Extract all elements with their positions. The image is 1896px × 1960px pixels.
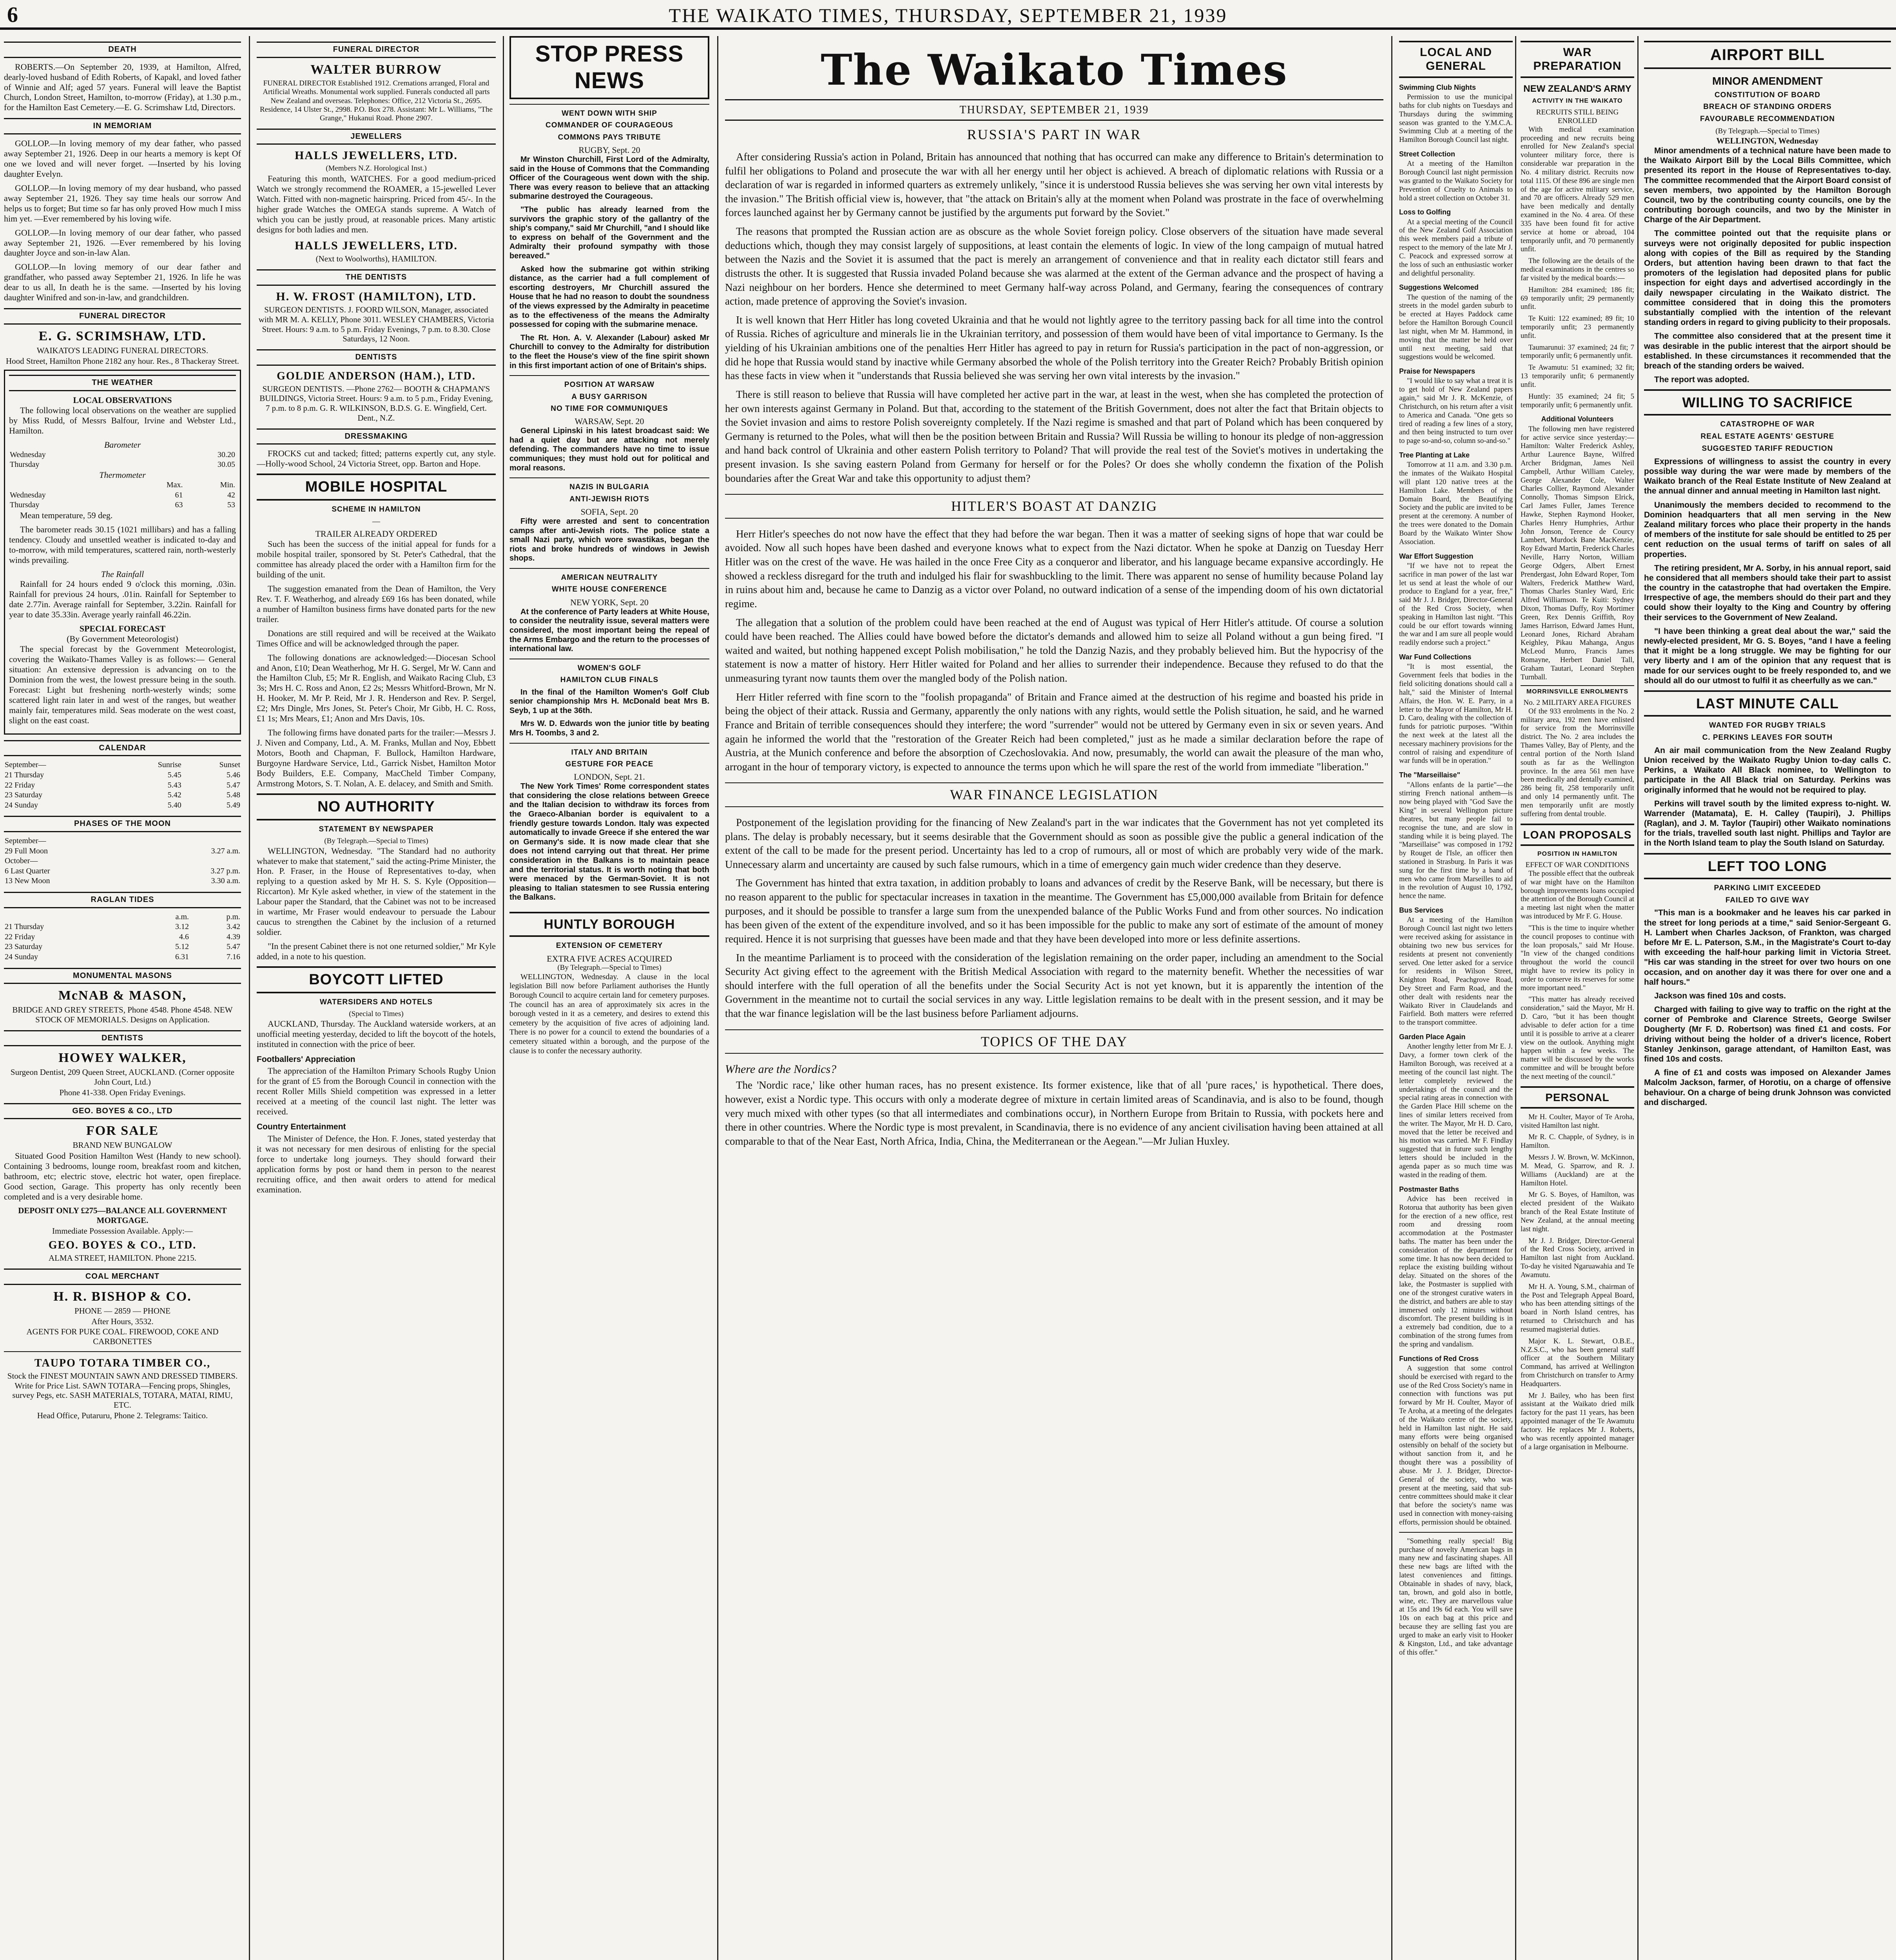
volunteers-heading: Additional Volunteers [1541, 415, 1614, 423]
editorial-paragraph: It is well known that Herr Hitler has long coveted Ukrainia and that he would not lightly agree to the territory passing back for all time into the control of Russia. Riches of agriculture and minerals lie in the Ukrainian territory, and possession of them would have been of vital importance to Germany. Is the yielding of his Ukrainian ambitions one of the penalties Herr Hitler has agreed to pay in return for Russia's participation in the pact of non-aggression, or did he hope that Russia would stand by inactive while Germany absorbed the whole of the Polish territory into the Greater Reich? Probably British opinion has these facts in view when it "understands that Russia believed she was serving her own vital interests by the invasion." [725, 314, 1383, 382]
article-paragraph: The following men have registered for active service since yesterday:— Hamilton: Walter Frederick Ashley, Arthur Laurence Bayne, Wilfred Archer Bridgman, James Neil Campbell, Arthur William Cateley, George Alexander Cole, Walter Charles Collier, Raymond Alexander Connolly, Thomas Simpson Elrick, Carl James Fuller, James Terence Hawke, Stephen Raymond Hooker, Charles Henry Humphries, Arthur John Jonson, Terence de Courcy Lambert, Murdock Bane MacKenzie, Roy Edward Martin, Frederick Charles Neville, Harry Norton, William George Odgers, Albert Ernest Prendergast, John Edward Roper, Tom Walters, Frederick Matthew Ward, Thomas Charles Stanley Ward, Eric Alfred Williamson. Te Kuiti: Sydney Dixon, Thomas Duffy, Roy Mortimer Green, Rex Dennis Griffith, Roy James Harrison, Edward James Hunt, Leonard Jones, Richard Abraham Keighley, Pikau Mahanga, Angus McLeod Munro, Francis James Romayne, Herbert Daniel Tall, Graham Tautari, Leonard Stephen Turnball. [1521, 425, 1634, 681]
article-paragraph: Perkins will travel south by the limited express to-night. W. Warrender (Matamata), E. H. Calley (Taupiri), J. Phillips (Raglan), and J. M. Taylor (Taupiri) other Waikato nominations for the trials, travelled south last night. Phillips and Taylor are in the North Island team to play the South Island on Saturday. [1644, 799, 1891, 848]
local-item-heading: Suggestions Welcomed [1399, 283, 1479, 292]
bishop-hours: After Hours, 3532. [91, 1316, 154, 1326]
willing-sub: CATASTROPHE OF WAR [1720, 420, 1815, 429]
stop-press-dateline: LONDON, Sept. 21. [574, 772, 645, 782]
local-item-text: Another lengthy letter from Mr E. J. Davy, a former town clerk of the Hamilton Borough, was received at a meeting of the council last night. The letter completely reviewed the undertakings of the council and the special rating areas in connection with the Garden Place Hill scheme on the lines of similar letters received from the writer. The Mayor, Mr H. D. Caro, moved that the letter be received and his motion was carried. Mr F. Findlay suggested that in future such lengthy letters should be included in the agenda paper as so much time was wasted in the reading of them. [1399, 1043, 1513, 1179]
airport-bill-sub: MINOR AMENDMENT [1712, 75, 1823, 87]
article-paragraph: A fine of £1 and costs was imposed on Alexander James Malcolm Jackson, farmer, of Horotiu, on a charge of offensive behaviour. On a charge of being drunk Johnson was convicted and discharged. [1644, 1068, 1891, 1107]
editorial-paragraph: The Government has hinted that extra taxation, in addition probably to loans and advances of credit by the Reserve Bank, will be necessary, but there is no reason apparent to the public for spectacular increases in taxation in the meantime. The Government has £5,000,000 available from Britain for defence purposes, and it should be possible to transfer a large sum from the unexpended balance of the Public Works Fund and from other sources. No indication has been given of the extent of the expenditure involved, and so it has been impossible for the public to make any sort of estimate of the amount of money required. Hence it is not surprising that guesses have been made and that they have been developed into more or less definite assertions. [725, 877, 1383, 945]
frost-name: H. W. FROST (HAMILTON), LTD. [276, 290, 477, 303]
jewellers-heading: JEWELLERS [257, 129, 496, 145]
left-too-long-sub: PARKING LIMIT EXCEEDED [1714, 884, 1821, 892]
article-paragraph: The following firms have donated parts for the trailer:—Messrs J. J. Niven and Company, Ltd., A. M. Franks, Mullan and Noy, Ebbett Motors, Booth and Chapman, F. Bullock, Hamilton Hardware, Burgoyne Hardware Service, Ltd., Garrick Nisbet, Hamilton Motor Body Builders, E.E. Company, MacCheld Timber Company, Armstrong Motors, S. T. Nolan, A. E. delacey, and Smith and Smith. [257, 728, 496, 788]
funeral-heading-2: FUNERAL DIRECTOR [257, 42, 496, 58]
war-preparation-sub3: RECRUITS STILL BEING ENROLLED [1536, 108, 1619, 125]
masons-name: McNAB & MASON, [58, 988, 187, 1003]
editorial-paragraph: Herr Hitler's speeches do not now have the effect that they had before the war began. Then it was a matter of seeking signs of hope that war could be avoided. Now all such hopes have been dashed and everyone knows what to expect from the Nazi dictator. When he spoke at Danzig on Tuesday Herr Hitler was on the crest of the wave. He was hailed in the once Free City as a conqueror and liberator, and his language became expansive accordingly. He showed a reckless disregard for the truth and indulged his flair for swashbuckling to the limit. There was apparent no sense of humility because Poland lay in ruins about him and, because he came to Danzig as a victor over Poland, no outward indication of a sense of the impending doom of his own dictatorial regime. [725, 528, 1383, 610]
left-too-long-sub2: FAILED TO GIVE WAY [1725, 896, 1810, 904]
editorial-paragraph: After considering Russia's action in Poland, Britain has announced that nothing that has occurred can make any difference to Britain's determination to fulfil her obligations to Poland and prosecute the war with all her energy until her object is achieved. A breach of diplomatic relations with Russia or a declaration of war is regarded in informed quarters as extremely unlikely, "since it is understood Russia believes she was serving her own vital interests by the invasion." The British official view is, however, that "the attack on Britain's ally at the moment when Poland was prostrate in the face of overwhelming forces launched against her by Germany cannot be justified by the arguments put forward by the Soviet." [725, 151, 1383, 219]
bishop-name: H. R. BISHOP & CO. [53, 1289, 192, 1304]
stop-press-paragraph: Asked how the submarine got within striking distance, as the carrier had a full complement of escorting destroyers, Mr Churchill assured the House that he had no reason to doubt the soundness of the views expressed by the Admiralty in peacetime as to the effectiveness of the means the Admiralty possessed for coping with the submarine menace. [509, 265, 709, 329]
no-authority-sub: STATEMENT BY NEWSPAPER [319, 825, 434, 833]
barometer-table [9, 450, 236, 470]
article-paragraph: With medical examination proceeding and new recruits being enrolled for New Zealand's special volunteer military force, there is considerable war preparation in the No. 4 military district. Recruits now total 1115. Of these 896 are single men of the age for active military service, and 70 are officers. Already 529 men have been medically and dentally examined in the No. 4 area. Of these 335 have been found fit for active service at home or abroad, 104 temporarily unfit, and 70 permanently unfit. [1521, 125, 1634, 254]
local-item-text: At a meeting of the Hamilton Borough Council last night two letters were received asking for assistance in obtaining two new bus services for residents at present not conveniently served. One letter asked for a service for residents in Wilson Street, Knighton Road, Peachgrove Road, Dey Street and Farm Road, and the other dealt with residents near the Waikato River in Claudelands and Fairfield. Both matters were referred to the transport committee. [1399, 916, 1513, 1027]
boycott-sub: WATERSIDERS AND HOTELS [319, 998, 433, 1006]
column-stop-press [509, 36, 709, 1960]
article-paragraph: "This is the time to inquire whether the council proposes to continue with the loan proposals," said Mr House. "In view of the changed conditions throughout the world the council might have to review its policy in order to conserve its reserves for some more important need." [1521, 924, 1634, 992]
stop-press-paragraph: Fifty were arrested and sent to concentration camps after anti-Jewish riots. The police state a small Nazi party, which wore swastikas, began the riots and broke hundreds of windows in Jewish shops. [509, 517, 709, 563]
personal-headline: PERSONAL [1521, 1086, 1634, 1109]
local-item-text: Advice has been received in Rotorua that authority has been given for the erection of a new office, rest room and dressing room accommodation at the Postmaster baths. The matter has been under the consideration of the department for some time. It has now been decided to replace the existing building without delay. Situated on the shores of the lake, the Postmaster is supplied with one of the strongest curative waters in the district, and bathers are able to stay immersed only 12 minutes without discomfort. The present building is in a extremely bad condition, due to a combination of the strong fumes from the spring and vandalism. [1399, 1195, 1513, 1348]
article-paragraph: Huntly: 35 examined; 24 fit; 5 temporarily unfit; 6 permanently unfit. [1521, 392, 1634, 409]
table-row: Thursday 63 53 [10, 501, 235, 510]
local-item-heading: Street Collection [1399, 150, 1456, 158]
loan-proposals-headline: LOAN PROPOSALS [1521, 824, 1634, 846]
stop-press-subheading: ANTI-JEWISH RIOTS [569, 495, 649, 503]
article-paragraph: Te Kuiti: 122 examined; 89 fit; 10 temporarily unfit; 23 permanently unfit. [1521, 315, 1634, 340]
article-paragraph: The following are the details of the medical examinations in the centres so far visited by the medical boards:— [1521, 257, 1634, 282]
stop-press-heading: WENT DOWN WITH SHIP [562, 109, 657, 118]
table-row: Wednesday 30.20 [10, 450, 235, 459]
personal-item: Mr G. S. Boyes, of Hamilton, was elected president of the Waikato branch of the Real Estate Institute of New Zealand, at the annual meeting last night. [1521, 1191, 1634, 1233]
table-row: October— [5, 857, 38, 866]
divider [509, 743, 709, 744]
stop-press-heading: NAZIS IN BULGARIA [569, 483, 649, 492]
table-row: 21 Thursday 5.45 5.46 [5, 771, 240, 780]
memoriam-notice: GOLLOP.—In loving memory of our dear father and grandfather, who passed away September 21, 1926. In life he was dear to us all, In death he is the same. —Inserted by his loving daughter Winifred and son-in-law, and grandchildren. [4, 262, 241, 303]
stop-press-paragraph: Mrs W. D. Edwards won the junior title by beating Mrs H. Toombs, 3 and 2. [509, 719, 709, 737]
column-airport-bill [1644, 36, 1891, 1960]
moon-heading: PHASES OF THE MOON [4, 816, 241, 832]
airport-bill-place: WELLINGTON, Wednesday [1716, 136, 1819, 145]
local-item-heading: Postmaster Baths [1399, 1185, 1459, 1193]
article-paragraph: An air mail communication from the New Zealand Rugby Union received by the Waikato Rugby Union to-day calls C. Perkins, a Waikato All Black nominee, to Wellington to participate in the All Black trial on Saturday. Perkins was originally informed that he would not be required to play. [1644, 746, 1891, 795]
editorial-paragraph: In the meantime Parliament is to proceed with the consideration of the legislation remaining on the order paper, including an amendment to the Social Security Act giving effect to the agreement with the British Medical Association with regard to the maternity benefit. Whether the necessities of war should interfere with the full operation of all the benefits under the Social Security Act is not yet known, but it is apparently the intention of the Government in the meantime not to curtail the social services in any way. Little legislation remains to be dealt with in the present session, and it may be that the war finance legislation will be the last business before Parliament adjourns. [725, 951, 1383, 1019]
article-paragraph: Te Awamutu: 51 examined; 32 fit; 13 temporarily unfit; 6 permanently unfit. [1521, 364, 1634, 389]
table-row: Thursday 30.05 [10, 460, 235, 469]
morrinsville-sub: No. 2 MILITARY AREA FIGURES [1523, 699, 1631, 707]
funeral-heading: FUNERAL DIRECTOR [4, 308, 241, 325]
burrow-name: WALTER BURROW [310, 62, 442, 77]
nameplate: The Waikato Times [821, 45, 1288, 95]
huntly-sub: EXTENSION OF CEMETERY [556, 942, 663, 950]
willing-sub2: REAL ESTATE AGENTS' GESTURE [1700, 432, 1834, 441]
halls-location: (Next to Woolworths), HAMILTON. [315, 254, 437, 264]
personal-item: Mr J. Bailey, who has been first assistant at the Waikato dried milk factory for the past 11 years, has been appointed manager of the Te Awamutu factory. He replaces Mr J. Roberts, who was recently appointed manager of a large organisation in Melbourne. [1521, 1392, 1634, 1451]
rainfall-text: Rainfall for 24 hours ended 9 o'clock this morning, .03in. Rainfall for previous 24 hours, .01in. Rainfall for September to date 2.77in. Average rainfall for September, 3.22in. Rainfall for year to date 35.33in. Average yearly rainfall 46.22in. [9, 579, 236, 620]
article-paragraph: "This matter has already received consideration," said the Mayor, Mr H. D. Caro, "but it has been thought advisable to defer action for a time until it is possible to arrive at a clearer view on the outlook. Anything might happen within a few weeks. The matter will be discussed by the works committee and will be brought before the next meeting of the council." [1521, 996, 1634, 1081]
burrow-text: FUNERAL DIRECTOR Established 1912. Cremations arranged, Floral and Artificial Wreaths. Monumental work supplied. Funerals conducted all parts New Zealand and overseas. Telephones: Office, 212 Victoria St., 2695. Residence, 14 Ulster St., 2998. P.O. Box 278. Assistant: Mr L. Williams, "The Grange," Hukanui Road. Phone 2907. [259, 79, 493, 123]
airport-bill-headline: AIRPORT BILL [1644, 41, 1891, 69]
war-preparation-sub2: ACTIVITY IN THE WAIKATO [1532, 98, 1623, 105]
stop-press-paragraph: General Lipinski in his latest broadcast said: We had a quiet day but are attacking not merely defending. The commanders have no time to issue communiques; they must hold out for political and moral reasons. [509, 426, 709, 472]
divider [509, 477, 709, 478]
local-item-text: "Something really special! Big purchase of novelty American bags in many new and fascinating shapes. All these new bags are lifted with the latest conveniences and fittings. Obtainable in shades of navy, black, tan, brown, and gold also in bottle, wine, etc. They are marvellous value at 15s and 19s 6d each. You will save 10s on each bag at this price and because they are selling fast you are urged to make an early visit to Hooker & Kingston, Ltd., and take advantage of this offer." [1399, 1537, 1513, 1657]
divider [509, 104, 709, 105]
loan-proposals-sub: POSITION IN HAMILTON [1537, 850, 1618, 857]
editorial-paragraph: There is still reason to believe that Russia will have completed her active part in the war, at least in the west, when she has completed the protection of her own interests against Germany in Poland. But that, according to the statement of the British Government, does not alter the fact that Britain objects to the Soviet invasion and aims to restore Polish sovereignty completely. If the Nazi regime is smashed and that part of Poland which has been conquered by Germany is returned to the Poles, what will then be the position between Britain and Russia? Will Russia be willing to honour its pledge of non-aggression and hand back control of Ukrainia and other eastern Polish territory to Poland? That will provide the real test of the Soviet's motives in undertaking the present invasion. Is she saving eastern Poland from Germany for herself or for the Poles? Or does she wholly condemn the fixation of the Polish boundaries after the Great War and take this opportunity to adjust them? [725, 388, 1383, 484]
table-row: 23 Saturday 5.42 5.48 [5, 791, 240, 800]
huntly-headline: HUNTLY BOROUGH [509, 912, 709, 937]
howey-walker-name: HOWEY WALKER, [58, 1051, 187, 1065]
page-number: 6 [7, 3, 18, 27]
local-general-column [1399, 36, 1513, 1960]
stop-press-heading: POSITION AT WARSAW [564, 381, 655, 389]
local-item-heading: War Effort Suggestion [1399, 552, 1474, 560]
divider [509, 568, 709, 569]
local-general-items [1399, 83, 1513, 1657]
dentists-heading: DENTISTS [4, 1030, 241, 1047]
forecast-heading: SPECIAL FORECAST [79, 624, 166, 634]
article-paragraph: "In the present Cabinet there is not one returned soldier," Mr Kyle added, in a note to his question. [257, 941, 496, 962]
editorial-paragraph: The 'Nordic race,' like other human races, has no present existence. Its former existence, like that of all 'pure races,' is hypothetical. There does, however, exist a Nordic type. This occurs with only a moderate degree of mixture in certain limited areas of Scandinavia, and is also to be found, though very much mixed with other types (so that all intermediates and combinations occur), in Northern Europe from Britain to Russia, with pockets here and there in other countries. Where the Nordic type is most prevalent, in Scandinavia, there is no evidence of any ancient civilisation having been attained at all comparable to that of the Near East, North Africa, India, China, the Mediterranean or the Aegean."—Mr Julian Huxley. [725, 1079, 1383, 1147]
table-row: 24 Sunday 6.31 7.16 [5, 952, 240, 961]
stop-press-dateline: RUGBY, Sept. 20 [578, 145, 640, 155]
divider [1399, 1532, 1513, 1533]
article-paragraph: Unanimously the members decided to recommend to the Dominion headquarters that all men serving in the New Zealand military forces who place their property in the hands of members of the institute for sale should be entitled to 25 per cent reduction on the usual terms of tariff on sales of all properties. [1644, 500, 1891, 559]
thermometer-heading: Thermometer [99, 470, 146, 480]
halls-name: HALLS JEWELLERS, LTD. [294, 149, 458, 162]
no-authority-by: (By Telegraph.—Special to Times) [324, 837, 428, 846]
boycott-headline: BOYCOTT LIFTED [257, 966, 496, 993]
article-paragraph: Expressions of willingness to assist the country in every possible way during the war were made by members of the Waikato branch of the Real Estate Institute of New Zealand at the annual dinner and annual meeting in Hamilton last night. [1644, 457, 1891, 496]
article-paragraph: Minor amendments of a technical nature have been made to the Waikato Airport Bill by the Local Bills Committee, which presented its report in the House of Representatives to-day. The committee recommended that the Airport Board consist of seven members, two appointed by the Hamilton Borough Council, two by the contributing county councils, one by the contributing borough councils, and two by the Minister in Charge of the Air Department. [1644, 146, 1891, 225]
stop-press-subheading: A BUSY GARRISON [571, 392, 647, 401]
tides-table [4, 912, 241, 962]
frost-text: SURGEON DENTISTS. J. FOORD WILSON, Manager, associated with MR M. A. KELLY, Phone 3011. WESLEY CHAMBERS, Victoria Street. Hours: 9 a.m. to 5 p.m. Friday Evenings, 7 p.m. to 8.30. Close Saturdays, 12 Noon. [258, 305, 494, 344]
editorial-date: THURSDAY, SEPTEMBER 21, 1939 [725, 99, 1383, 121]
stop-press-item [509, 568, 709, 654]
table-row: Max. Min. [166, 480, 235, 489]
for-sale-title: FOR SALE [86, 1123, 159, 1138]
last-minute-call-sub: WANTED FOR RUGBY TRIALS [1709, 721, 1826, 730]
editorial-paragraph: Postponement of the legislation providing for the financing of New Zealand's part in the war indicates that the Government has not yet completed its plans. The delay is probably necessary, but it seems desirable that the Government should as soon as possible give the public a general indication of the extent of the call to be made for the present period. Uncertainty has led to a crop of rumours, all or most of which are probably very wide of the mark. Unnecessary alarm and uncertainty are caused by such false rumours, which in a time of emergency gain much wider credence than they deserve. [725, 816, 1383, 870]
table-row: 22 Friday 5.43 5.47 [5, 780, 240, 789]
weather-box [4, 370, 241, 734]
boyes-heading: GEO. BOYES & CO., LTD [4, 1103, 241, 1120]
huntly-sub2: EXTRA FIVE ACRES ACQUIRED [547, 953, 672, 964]
memoriam-heading: IN MEMORIAM [4, 118, 241, 134]
local-item-text: Tomorrow at 11 a.m. and 3.30 p.m. the inmates of the Waikato Hospital will plant 120 native trees at the Hamilton Lake. Members of the Domain Board, the Beautifying Society and the public are invited to be present at the ceremony. A number of the trees were donated to the Domain Board by the Waikato Winter Show Association. [1399, 461, 1513, 546]
local-item-text: Permission to use the municipal baths for club nights on Tuesdays and Thursdays during the swimming season was granted to the Y.M.C.A. Swimming Club at a meeting of the Hamilton Borough Council last night. [1399, 93, 1513, 144]
dressmaking-text: FROCKS cut and tacked; fitted; patterns expertly cut, any style.—Holly-wood School, 24 Victoria Street, opp. Barton and Hope. [257, 448, 496, 469]
weather-heading: THE WEATHER [9, 375, 236, 391]
table-row: 6 Last Quarter 3.27 p.m. [5, 866, 240, 875]
local-item-heading: Loss to Golfing [1399, 208, 1451, 216]
calendar-table [4, 760, 241, 810]
personal-item: Mr H. A. Young, S.M., chairman of the Post and Telegraph Appeal Board, who has been attending sittings of the board in North Island centres, has returned to Christchurch and has resumed magisterial duties. [1521, 1283, 1634, 1334]
war-preparation-column [1521, 36, 1634, 1960]
stop-press-subheading: GESTURE FOR PEACE [565, 760, 654, 768]
masons-address: BRIDGE AND GREY STREETS, Phone 4548. Phone 4548. NEW STOCK OF MEMORIALS. Designs on Application. [12, 1005, 233, 1024]
last-minute-call-sub2: C. PERKINS LEAVES FOR SOUTH [1702, 733, 1833, 742]
article-paragraph: WELLINGTON, Wednesday. A clause in the local legislation Bill now before Parliament authorises the Huntly Borough Council to acquire certain land for cemetery purposes. The council has an area of approximately six acres in the borough vested in it as a cemetery, and desires to extend this cemetery by the acquisition of five acres of adjoining land. There is no power for a council to extend the boundaries of a cemetery situated within a borough, and the purpose of the clause is to confer the necessary authority. [509, 972, 709, 1055]
local-item-heading: War Fund Collections [1399, 653, 1472, 661]
boyes-name: GEO. BOYES & CO., LTD. [48, 1239, 197, 1252]
scrimshaw-sub: WAIKATO'S LEADING FUNERAL DIRECTORS. [36, 345, 208, 355]
local-item-heading: Praise for Newspapers [1399, 367, 1475, 376]
stop-press-item [509, 477, 709, 563]
morrinsville-headline: MORRINSVILLE ENROLMENTS [1521, 685, 1634, 696]
column-editorial [725, 36, 1383, 1960]
stop-press-subheading: COMMONS PAYS TRIBUTE [558, 133, 661, 142]
personal-item: Major K. L. Stewart, O.B.E., N.Z.S.C., who has been general staff officer at the Southern Military Command, has arrived at Wellington from Christchurch on transfer to Army Headquarters. [1521, 1337, 1634, 1388]
stop-press-item [509, 375, 709, 473]
article-paragraph: "I have been thinking a great deal about the war," said the newly-elected president, Mr G. S. Boyes, "and I have a feeling that it might be a long struggle. We may be fighting for our very liberty and I am of the opinion that any request that is made for our services ought to be freely responded to, and we should all do our utmost to fulfil it as cheerfully as we can." [1644, 626, 1891, 685]
for-sale-deposit: DEPOSIT ONLY £275—BALANCE ALL GOVERNMENT MORTGAGE. [18, 1205, 227, 1225]
stop-press-heading: WOMEN'S GOLF [577, 664, 642, 672]
death-heading: DEATH [4, 42, 241, 58]
barometer-heading: Barometer [104, 439, 141, 450]
left-too-long-headline: LEFT TOO LONG [1644, 853, 1891, 879]
article-paragraph: The appreciation of the Hamilton Primary Schools Rugby Union for the grant of £5 from the Borough Council in connection with the recent Roller Mills Shield competition was expressed in a letter received at a meeting of the council last night. The letter was received. [257, 1066, 496, 1117]
column-rule [1637, 36, 1639, 1960]
weather-subheading: LOCAL OBSERVATIONS [73, 395, 172, 405]
last-minute-call-headline: LAST MINUTE CALL [1644, 690, 1891, 717]
mean-temperature: Mean temperature, 59 deg. [20, 510, 113, 520]
editorial-paragraph: The allegation that a solution of the problem could have been reached at the end of August was typical of Herr Hitler's attitude. Of course a solution could have been reached. The Allies could have bowed before the dictator's demands and allowed him to seize all Poland without a gun being fired. "I waited and waited, but nothing happened except Polish mobilisation," he told the Danzig Nazis, and they probably believed him. But the hypocrisy of the statement is now a matter of history. Herr Hitler waited for Poland and her allies to surrender their independence. Because they refused to do that the unmeasuring tyrant now taunts them over the mangled body of the Polish nation. [725, 616, 1383, 684]
halls-text: Featuring this month, WATCHES. For a good medium-priced Watch we strongly recommend the ROAMER, a 15-jewelled Lever Watch. Fitted with non-magnetic hairspring. Priced from 45/-. In the higher grade Watches the OMEGA stands supreme. A Watch of which you can be justly proud, at reasonable prices. Many artistic designs for both ladies and men. [257, 174, 496, 234]
masons-heading: MONUMENTAL MASONS [4, 968, 241, 984]
stop-press-dateline: SOFIA, Sept. 20 [580, 507, 638, 517]
huntly-by: (By Telegraph.—Special to Times) [557, 964, 662, 972]
stop-press-item [509, 104, 709, 370]
article-paragraph: "This man is a bookmaker and he leaves his car parked in the street for long periods at a time," said Senior-Sergeant G. H. Lambert when Charles Jackson, of Frankton, was charged before Mr E. L. Paterson, S.M., in the Magistrate's Court to-day with exceeding the half-hour parking limit in Victoria Street. "His car was standing in the street for over two hours on one occasion, and on another day it was there for over one and a half hours." [1644, 908, 1891, 987]
local-item-heading: The "Marseillaise" [1399, 771, 1461, 779]
table-row: 24 Sunday 5.40 5.49 [5, 800, 240, 809]
table-row: a.m. p.m. [175, 912, 240, 921]
article-paragraph: Charged with failing to give way to traffic on the right at the corner of Pembroke and Clarence Streets, George Swilser Dougherty (Mr F. D. Robertson) was fined £1 and costs. For driving without being the holder of a driver's licence, Robert Stanley Jenkinson, garage attendant, of Hamilton East, was fined 10s and costs. [1644, 1005, 1891, 1064]
local-item-text: "Allons enfants de la partie"—the stirring French national anthem—is now being played with "God Save the King" in several Wellington picture theatres, but many people fail to recognise the tune, and are slow in standing while it is being played. The "Marseillaise" was composed in 1792 by Rouget de l'Isle, an officer then stationed in Strasburg. In Paris it was sung for the first time by a band of men who came from Marseilles to aid in the revolution of August 10, 1792, hence the name. [1399, 781, 1513, 900]
war-preparation-sub: NEW ZEALAND'S ARMY [1523, 83, 1631, 94]
editorial-headline-danzig: HITLER'S BOAST AT DANZIG [725, 494, 1383, 518]
article-paragraph: WELLINGTON, Wednesday. "The Standard had no authority whatever to make that statement," said the acting-Prime Minister, the Hon. P. Fraser, in the House of Representatives to-day, when replying to a question asked by Mr H. S. S. Kyle (Opposition—Riccarton). Mr Kyle asked whether, in view of the statement in the Labour paper the Standard, that the Cabinet was not to be increased in wartime, Mr Fraser would endeavour to persuade the Labour caucus to strengthen the Cabinet by the inclusion of a returned soldier. [257, 846, 496, 937]
goldie-text: SURGEON DENTISTS. —Phone 2762— BOOTH & CHAPMAN'S BUILDINGS, Victoria Street. Hours: 9 a.m. to 5 p.m., Friday Evening, 7 p.m. to 8 p.m. G. R. WILKINSON, B.D.S. G. E. Wingfield, Cert. Dent., N.Z. [259, 384, 493, 423]
memoriam-notice: GOLLOP.—In loving memory of my dear father, who passed away September 21, 1926. Deep in our hearts a memory is kept Of one we loved and will never forget. —Inserted by his loving daughter Evelyn. [4, 138, 241, 179]
stop-press-paragraph: In the final of the Hamilton Women's Golf Club senior championship Mrs H. McDonald beat Mrs B. Seyb, 1 up at the 36th. [509, 688, 709, 715]
stop-press-heading: ITALY AND BRITAIN [571, 748, 648, 757]
weather-summary: The barometer reads 30.15 (1021 millibars) and has a falling tendency. Cloudy and unsettled weather is indicated to-day and to-morrow, with mild temperatures, scattered rain, north-westerly winds prevailing. [9, 524, 236, 565]
editorial-headline-topics: TOPICS OF THE DAY [725, 1029, 1383, 1054]
article-paragraph: Hamilton: 284 examined; 186 fit; 69 temporarily unfit; 29 permanently unfit. [1521, 286, 1634, 311]
airport-bill-sub3: BREACH OF STANDING ORDERS [1703, 103, 1832, 111]
scrimshaw-name: E. G. SCRIMSHAW, LTD. [38, 328, 207, 343]
table-row: September— Sunrise Sunset [5, 760, 240, 769]
war-preparation-headline: WAR PREPARATION [1521, 41, 1634, 78]
personal-item: Mr R. C. Chapple, of Sydney, is in Hamilton. [1521, 1133, 1634, 1150]
local-item-heading: Bus Services [1399, 906, 1444, 915]
scrimshaw-address: Hood Street, Hamilton Phone 2182 any hour. Res., 8 Thackeray Street. [5, 356, 239, 366]
editorial-paragraph: Herr Hitler referred with fine scorn to the "foolish propaganda" of Britain and France aimed at the destruction of his regime and boasted his pride in being the object of their attack. Russia and Germany, apparently the only nations with any rights, would settle the Polish situation, he said, and he warned France and Britain of terrible consequences should they interfere; the word "surrender" would not be uttered by Germany even in six or seven years. And again he informed the world that the "restoration of the Greater Reich had been completed," just as he made a similar declaration before the rape of Austria, at the Munich conference and before the absorption of Czechoslovakia. And now, presumably, the world can await the pleasure of the man who, arrogant in the hour of temporary victory, is expected to announce the terms upon which he will spare the rest of the world from immediate "liberation." [725, 691, 1383, 773]
bishop-agents: AGENTS FOR PUKE COAL. FIREWOOD, COKE AND CARBONETTES [26, 1327, 219, 1347]
stop-press-item [509, 659, 709, 738]
halls-sub: (Members N.Z. Horological Inst.) [326, 164, 427, 172]
personal-item: Messrs J. W. Brown, W. McKinnon, M. Mead, G. Sparrow, and R. J. Williams (Auckland) are at the Hamilton Hotel. [1521, 1154, 1634, 1187]
article-paragraph: AUCKLAND, Thursday. The Auckland waterside workers, at an unofficial meeting yesterday, decided to lift the boycott of the hotels, instituted in connection with the price of beer. [257, 1018, 496, 1049]
divider [4, 1351, 241, 1352]
topics-subhead: Where are the Nordics? [725, 1063, 837, 1076]
goldie-name: GOLDIE ANDERSON (HAM.), LTD. [277, 370, 476, 382]
boycott-by: (Special to Times) [349, 1010, 404, 1018]
article-paragraph: The possible effect that the outbreak of war might have on the Hamilton borough improvements loans occupied the attention of the Borough Council at a meeting last night when the matter was introduced by Mr F. G. House. [1521, 869, 1634, 921]
column-services: FUNERAL DIRECTOR WALTER BURROW FUNERAL DIRECTOR Established 1912. Cremations arranged, Floral and Artificial Wreaths. Monumental work supplied. Funerals conducted all parts New Zealand and overseas. Telephones: Office, 212 Victoria St., 2695. Residence, 14 Ulster St., 2998. P.O. Box 278. Assistant: Mr L. Williams, "The Grange," Hukanui Road. Phone 2907. JEWELLERS HALLS JEWELLERS, LTD. (Members N.Z. Horological Inst.) Featuring this month, WATCHES. For a good medium-priced Watch we strongly recommend the ROAMER, a 15-jewelled Lever Watch. Fitted with non-magnetic hairspring. Priced from 45/-. In the higher grade Watches the OMEGA stands supreme. A Watch of which you can be justly proud, at reasonable prices. Many artistic designs for both ladies and men. HALLS JEWELLERS, LTD. (Next to Woolworths), HAMILTON. THE DENTISTS H. W. FROST (HAMILTON), LTD. SURGEON DENTISTS. J. FOORD WILSON, Manager, associated with MR M. A. KELLY, Phone 3011. WESLEY CHAMBERS, Victoria Street. Hours: 9 a.m. to 5 p.m. Friday Evenings, 7 p.m. to 8.30. Close Saturdays, 12 Noon. DENTISTS GOLDIE ANDERSON (HAM.), LTD. SURGEON DENTISTS. —Phone 2762— BOOTH & CHAPMAN'S BUILDINGS, Victoria Street. Hours: 9 a.m. to 5 p.m., Friday Evening, 7 p.m. to 8 p.m. G. R. WILKINSON, B.D.S. G. E. Wingfield, Cert. Dent., N.Z. DRESSMAKING FROCKS cut and tacked; fitted; patterns expertly cut, any style.—Holly-wood School, 24 Victoria Street, opp. Barton and Hope. MOBILE HOSPITAL SCHEME IN HAMILTON — TRAILER ALREADY ORDERED Such has been the success of the initial appeal for funds for a mobile hospital trailer, sponsored by St. Peter's Cathedral, that the committee has already placed the order with a Hamilton firm for the building of the unit. The suggestion emanated from the Dean of Hamilton, the Very Rev. T. F. Weatherhog, and already £69 16s has been donated, while a number of Hamilton business firms have donated parts for the new trailer. Donations are still required and will be received at the Waikato Times Office and will be acknowledged through the paper. The following donations are acknowledged:—Diocesan School and Anon, £10; Dean Weatherhog, Mr H. G. Sergel, Mr W. Cann and the Hamilton Club, £5; Mr R. English, and Waikato Racing Club, £3 3s; Mrs H. C. Ross and Anon, £2 2s; Messrs Whitford-Brown, Mr N. H. Hooker, M. Mr P. Reid, Mr J. R. Henderson and Rev. P. Sergel, £2; Mrs Dingle, Mrs Jones, St. Peter's Choir, Mr Gibb, H. C. Ross, £1 1s; Mrs Mears, £1; Anon and Mrs Davis, 10s. The following firms have donated parts for the trailer:—Messrs J. J. Niven and Company, Ltd., A. M. Franks, Mullan and Noy, Ebbett Motors, Booth and Chapman, F. Bullock, Hamilton Hardware, Burgoyne Hardware Service, Ltd., Garrick Nisbet, Hamilton Motor Body Builders, E.E. Company, MacCheld Timber Company, Armstrong Motors, S. T. Nolan, A. E. delacey, and Smith and Smith. NO AUTHORITY STATEMENT BY NEWSPAPER (By Telegraph.—Special to Times) WELLINGTON, Wednesday. "The Standard had no authority whatever to make that statement," said the acting-Prime Minister, the Hon. P. Fraser, in the House of Representatives to-day, when replying to a question asked by Mr H. S. S. Kyle (Opposition—Riccarton). Mr Kyle asked whether, in view of the statement in the Labour paper the Standard, that the Cabinet was not to be increased in wartime, Mr Fraser would endeavour to persuade the Labour caucus to strengthen the Cabinet by the inclusion of a returned soldier. "In the present Cabinet there is not one returned soldier," Mr Kyle added, in a note to his question. BOYCOTT LIFTED WATERSIDERS AND HOTELS (Special to Times) AUCKLAND, Thursday. The Auckland waterside workers, at an unofficial meeting yesterday, decided to lift the boycott of the hotels, instituted in connection with the price of beer. Footballers' Appreciation The appreciation of the Hamilton Primary Schools Rugby Union for the grant of £5 from the Borough Council in connection with the recent Roller Mills Shield competition was expressed in a letter received at a meeting of the council last night. The letter was received. Country Entertainment The Minister of Defence, the Hon. F. Jones, stated yesterday that it was not necessary for men desirous of enlisting for the special force to undertake long journeys. They should forward their application forms by post or hand them in person to the nearest recruiting office, and then await orders to attend for medical examination. [257, 36, 496, 1960]
stop-press-paragraph: Mr Winston Churchill, First Lord of the Admiralty, said in the House of Commons that the Commanding Officer of the Courageous went down with the ship. There was every reason to believe that an attacking submarine destroyed the Courageous. [509, 155, 709, 201]
local-item-text: At a special meeting of the Council of the New Zealand Golf Association this week members paid a tribute of respect to the memory of the late Mr J. C. Peacock and expressed sorrow at the loss of such an enthusiastic worker and delightful personality. [1399, 218, 1513, 278]
personal-item: Mr H. Coulter, Mayor of Te Aroha, visited Hamilton last night. [1521, 1113, 1634, 1130]
table-row: September— [5, 836, 46, 845]
local-general-headline: LOCAL AND GENERAL [1399, 41, 1513, 78]
no-authority-headline: NO AUTHORITY [257, 793, 496, 820]
timber-name: TAUPO TOTARA TIMBER CO., [34, 1357, 211, 1369]
article-paragraph: The retiring president, Mr A. Sorby, in his annual report, said he considered that all members should take their part to assist the country in the catastrophe that had overtaken the Empire. Irrespective of age, the members should do their part and they could show their loyalty to the King and Country by offering their services to the Government of New Zealand. [1644, 563, 1891, 622]
halls-name-2: HALLS JEWELLERS, LTD. [294, 239, 458, 252]
country-heading: Country Entertainment [257, 1122, 346, 1132]
timber-phone: Head Office, Putaruru, Phone 2. Telegrams: Taitico. [37, 1410, 208, 1420]
airport-bill-sub2: CONSTITUTION OF BOARD [1714, 91, 1821, 99]
local-item-text: "I would like to say what a treat it is to get hold of New Zealand papers again," said Mr J. R. McKenzie, of Christchurch, on his return after a visit to America and Canada. "One gets so tired of reading a few lines of a story, and then being instructed to turn over to page so-and-so, column so-and-so." [1399, 377, 1513, 445]
column-rule [503, 36, 504, 1960]
death-notice: ROBERTS.—On September 20, 1939, at Hamilton, Alfred, dearly-loved husband of Edith Roberts, of Kapakl, and loved father of Winnie and Alf; aged 57 years. Funeral will leave the Baptist Church, London Street, Hamilton, to-morrow (Friday), at 1.30 p.m., for the Hamilton East Cemetery.—E. G. Scrimshaw Ltd, Directors. [4, 62, 241, 113]
calendar-heading: CALENDAR [4, 740, 241, 757]
column-rule [717, 36, 718, 1960]
local-item-heading: Garden Place Again [1399, 1033, 1466, 1041]
stop-press-subheading: HAMILTON CLUB FINALS [560, 676, 659, 684]
personal-items [1521, 1113, 1634, 1452]
local-item-text: "It is most essential, the Government feels that bodies in the field soliciting donations should call a halt," said the Minister of Internal Affairs, the Hon. W. E. Parry, in a letter to the Mayor of Hamilton, Mr H. D. Caro, dealing with the collection of funds for patriotic purposes. "Within the next week at the latest all the necessary machinery provisions for the control of raising and expenditure of war funds will be in operation." [1399, 663, 1513, 765]
stop-press-paragraph: At the conference of Party leaders at White House, to consider the neutrality issue, several matters were considered, the most important being the repeal of the Arms Embargo and the return to the processes of international law. [509, 607, 709, 653]
rainfall-heading: The Rainfall [101, 569, 144, 579]
mobile-hospital-sub2: TRAILER ALREADY ORDERED [315, 529, 437, 539]
moon-table [4, 836, 241, 886]
table-row: 21 Thursday 3.12 3.42 [5, 922, 240, 931]
personal-item: Mr J. J. Bridger, Director-General of the Red Cross Society, arrived in Hamilton last night from Auckland. To-day he visited Ngaruawahia and Te Awamutu. [1521, 1237, 1634, 1279]
weather-intro: The following local observations on the weather are supplied by Miss Rudd, of Messrs Balfour, Irvine and Webster Ltd., Hamilton. [9, 405, 236, 436]
willing-headline: WILLING TO SACRIFICE [1644, 389, 1891, 416]
local-item-text: "If we have not to repeat the sacrifice in man power of the last war let us send at least the whole of our produce to England for a year, free," said Mr J. J. Bridger, Director-General of the Red Cross Society, when speaking in Hamilton last night. "This could be our effort towards winning the war and I am sure all people would readily endorse such a project." [1399, 562, 1513, 647]
howey-walker-phone: Phone 41-338. Open Friday Evenings. [59, 1087, 186, 1097]
stop-press-paragraph: "The public has already learned from the survivors the graphic story of the gallantry of the ship's company," said Mr Churchill, "and I should like to express on behalf of the Government and the Admiralty their profound sympathy with those bereaved." [509, 205, 709, 260]
bishop-phone: PHONE — 2859 — PHONE [74, 1306, 170, 1316]
dentists-heading-2: DENTISTS [257, 349, 496, 366]
stop-press-paragraph: The Rt. Hon. A. V. Alexander (Labour) asked Mr Churchill to convey to the Admiralty for distribution to the fleet the House's view of the fine spirit shown in this first important action of one of Britain's ships. [509, 333, 709, 370]
article-paragraph: The committee also considered that at the present time it was desirable in the public interest that the airport should be established. In these circumstances it recommended that the breach of the standing orders be waived. [1644, 332, 1891, 370]
for-sale-possession: Immediate Possession Available. Apply:— [52, 1226, 193, 1236]
tides-heading: RAGLAN TIDES [4, 892, 241, 908]
local-item-text: At a meeting of the Hamilton Borough Council last night permission was granted to the Waikato Society for Prevention of Cruelty to Animals to hold a street collection on October 31. [1399, 160, 1513, 202]
airport-bill-by: (By Telegraph.—Special to Times) [1715, 127, 1820, 135]
stop-press-heading: AMERICAN NEUTRALITY [561, 573, 658, 582]
loan-proposals-sub2: EFFECT OF WAR CONDITIONS [1525, 861, 1630, 869]
article-paragraph: Taumarunui: 37 examined; 24 fit; 7 temporarily unfit; 6 permanently unfit. [1521, 343, 1634, 360]
article-paragraph: The report was adopted. [1654, 375, 1749, 385]
for-sale-text: Situated Good Position Hamilton West (Handy to new school). Containing 3 bedrooms, lounge room, breakfast room and kitchen, bathroom, etc; electric stove, electric hot water, open fireplace. Good section, Garage. This property has only recently been completed and is a very desirable home. [4, 1151, 241, 1202]
table-row: 22 Friday 4.6 4.39 [5, 932, 240, 941]
article-paragraph: Donations are still required and will be received at the Waikato Times Office and will be acknowledged through the paper. [257, 628, 496, 648]
timber-text: Stock the FINEST MOUNTAIN SAWN AND DRESSED TIMBERS. Write for Price List. SAWN TOTARA—Fencing props, Shingles, survey Pegs, etc. SASH MATERIALS, TOTARA, MATAI, RIMU, ETC. [7, 1371, 238, 1410]
local-item-heading: Tree Planting at Lake [1399, 451, 1470, 459]
article-paragraph: The committee pointed out that the requisite plans or surveys were not originally deposited for public inspection along with copies of the Bill as required by the Standing Orders, but attention having been drawn to that fact the promoters of the legislation had deposited plans for public inspection for eight days and advertised accordingly in the daily newspaper circulating in the Waikato district. The committee considered that in doing this the promoters substantially complied with the intention of the relevant standing orders in regard to giving publicity to their proposals. [1644, 229, 1891, 327]
boyes-address: ALMA STREET, HAMILTON. Phone 2215. [48, 1253, 197, 1263]
article-paragraph: Of the 933 enrolments in the No. 2 military area, 192 men have enlisted for service from the Morrinsville district. The No. 2 area includes the Thames Valley, Bay of Plenty, and the central portion of the North Island south as far as the Wellington province. In the area 561 men have been medically and dentally examined, 286 being fit, 258 temporarily unfit and only 14 permanently unfit. The men temporarily unfit are mostly suffering from dental trouble. [1521, 707, 1634, 818]
thermometer-table [9, 480, 236, 510]
willing-sub3: SUGGESTED TARIFF REDUCTION [1702, 445, 1833, 453]
table-row: 13 New Moon 3.30 a.m. [5, 877, 240, 886]
memoriam-notice: GOLLOP.—In loving memory of my dear husband, who passed away September 21, 1926. They say time heals our sorrow And helps us to forget; But time so far has only proved How much I miss him yet. —Ever remembered by his loving wife. [4, 183, 241, 223]
mobile-hospital-sub: SCHEME IN HAMILTON [332, 505, 421, 514]
footballers-heading: Footballers' Appreciation [257, 1054, 355, 1064]
for-sale-sub: BRAND NEW BUNGALOW [73, 1140, 172, 1150]
local-item-heading: Functions of Red Cross [1399, 1354, 1479, 1363]
stop-press-items [509, 104, 709, 902]
the-dentists-heading: THE DENTISTS [257, 269, 496, 286]
article-paragraph: The suggestion emanated from the Dean of Hamilton, the Very Rev. T. F. Weatherhog, and already £69 16s has been donated, while a number of Hamilton business firms have donated parts for the new trailer. [257, 583, 496, 624]
running-head: THE WAIKATO TIMES, THURSDAY, SEPTEMBER 21, 1939 [669, 4, 1227, 26]
article-paragraph: The Minister of Defence, the Hon. F. Jones, stated yesterday that it was not necessary for men desirous of enlisting for the special force to undertake long journeys. They should forward their application forms by post or hand them in person to the nearest recruiting office, and then await orders to attend for medical examination. [257, 1133, 496, 1194]
running-head-bar [0, 0, 1896, 30]
column-classifieds [4, 36, 241, 1960]
article-paragraph: Jackson was fined 10s and costs. [1654, 991, 1786, 1000]
column-rule [1391, 36, 1392, 1960]
stop-press-item [509, 743, 709, 902]
local-item-heading: Swimming Club Nights [1399, 83, 1476, 91]
stop-press-dateline: NEW YORK, Sept. 20 [570, 597, 649, 607]
stop-press-subheading: COMMANDER OF COURAGEOUS [546, 121, 673, 130]
stop-press-paragraph: The New York Times' Rome correspondent states that considering the close relations between Greece and the Italian decision to withdraw its forces from the Graeco-Albanian border is equivalent to a friendly gesture towards London. Italy was expected automatically to invade Greece if she entered the war on Germany's side. It is now made clear that she does not intend carrying out that threat. Her prime consideration in the Balkans is to maintain peace and the territorial status. It is worth noting that both were menaced by the German-Soviet. It is not pleasing to Italian statesmen to see Russia entering the Balkans. [509, 782, 709, 902]
column-rule [249, 36, 250, 1960]
memoriam-notice: GOLLOP.—In loving memory of our dear father, who passed away September 21, 1926. —Ever remembered by his loving daughter Joyce and son-in-law Alan. [4, 227, 241, 258]
local-item-text: A suggestion that some control should be exercised with regard to the use of the Red Cross Society's name in connection with functions was put forward by Mr H. Coulter, Mayor of Te Aroha, at a meeting of the delegates of the Waikato centre of the society, held in Hamilton last night. He said many efforts were being organised ostensibly on behalf of the society but without sanction from it, and he thought there was a possibility of abuse. Mr J. J. Bridger, Director-General of the society, who was present at the meeting, said that sub-centre committees should make it clear that before the society's name was used in connection with money-raising efforts, permission should be obtained. [1399, 1365, 1513, 1526]
editorial-headline-finance: WAR FINANCE LEGISLATION [725, 782, 1383, 807]
howey-walker-address: Surgeon Dentist, 209 Queen Street, AUCKLAND. (Corner opposite John Court, Ltd.) [10, 1067, 235, 1087]
mobile-hospital-headline: MOBILE HOSPITAL [257, 474, 496, 501]
dressmaking-heading: DRESSMAKING [257, 428, 496, 445]
table-row: 23 Saturday 5.12 5.47 [5, 942, 240, 951]
article-paragraph: The following donations are acknowledged:—Diocesan School and Anon, £10; Dean Weatherhog, Mr H. G. Sergel, Mr W. Cann and the Hamilton Club, £5; Mr R. English, and Waikato Racing Club, £3 3s; Mrs H. C. Ross and Anon, £2 2s; Messrs Whitford-Brown, Mr N. H. Hooker, M. Mr P. Reid, Mr J. R. Henderson and Rev. P. Sergel, £2; Mrs Dingle, Mrs Jones, St. Peter's Choir, Mr Gibb, H. C. Ross, £1 1s; Mrs Mears, £1; Anon and Mrs Davis, 10s. [257, 652, 496, 724]
stop-press-subheading: WHITE HOUSE CONFERENCE [551, 585, 667, 594]
local-item-text: The question of the naming of the streets in the model garden suburb to be erected at Hayes Paddock came before the Hamilton Borough Council last night, when Mr M. Hammond, in moving that the matter be held over until next meeting, said that suggestions would be welcomed. [1399, 293, 1513, 361]
forecast-sub: (By Government Meteorologist) [67, 634, 178, 644]
editorial-paragraph: The reasons that prompted the Russian action are as obscure as the whole Soviet foreign policy. Close observers of the situation have made several deductions which, though they may consist largely of suppositions, at least contain the elements of logic. In view of the long campaign of mutual hatred between the Nazis and the Soviet it is assumed that the pact is merely an arrangement of convenience and that in reality each dictator still fears and distrusts the other. It is suggested that Russia invaded Poland because she was alarmed at the extent of the German advance and the prospect of having a Nazi neighbour on her borders. Hence she determined to meet Germany half-way across Poland, and Germany, fearing the consequences of contrary action, made pretence of approving the Soviet's invasion. [725, 225, 1383, 307]
divider [509, 375, 709, 376]
article-paragraph: Such has been the success of the initial appeal for funds for a mobile hospital trailer, sponsored by St. Peter's Cathedral, that the committee has already placed the order with a Hamilton firm for the building of the unit. [257, 539, 496, 579]
coal-heading: COAL MERCHANT [4, 1269, 241, 1285]
stop-press-dateline: WARSAW, Sept. 20 [575, 416, 644, 426]
forecast-text: The special forecast by the Government Meteorologist, covering the Waikato-Thames Valley is as follows:— General situation: An extensive depression is advancing on to the Dominion from the west, the lowest pressure being in the south. Forecast: Light but freshening north-westerly winds; some scattered light rain later in and west of the ranges, but weather mainly fair, temperatures mild. Seas moderate on the west coast, slight on the east coast. [9, 644, 236, 725]
column-rule [1515, 36, 1516, 1960]
stop-press-headline: STOP PRESS NEWS [509, 36, 709, 99]
table-row: 29 Full Moon 3.27 a.m. [5, 846, 240, 855]
table-row: Wednesday 61 42 [10, 490, 235, 499]
stop-press-subheading: NO TIME FOR COMMUNIQUES [551, 404, 668, 413]
airport-bill-sub4: FAVOURABLE RECOMMENDATION [1700, 115, 1835, 123]
editorial-headline-russia: RUSSIA'S PART IN WAR [967, 127, 1142, 143]
